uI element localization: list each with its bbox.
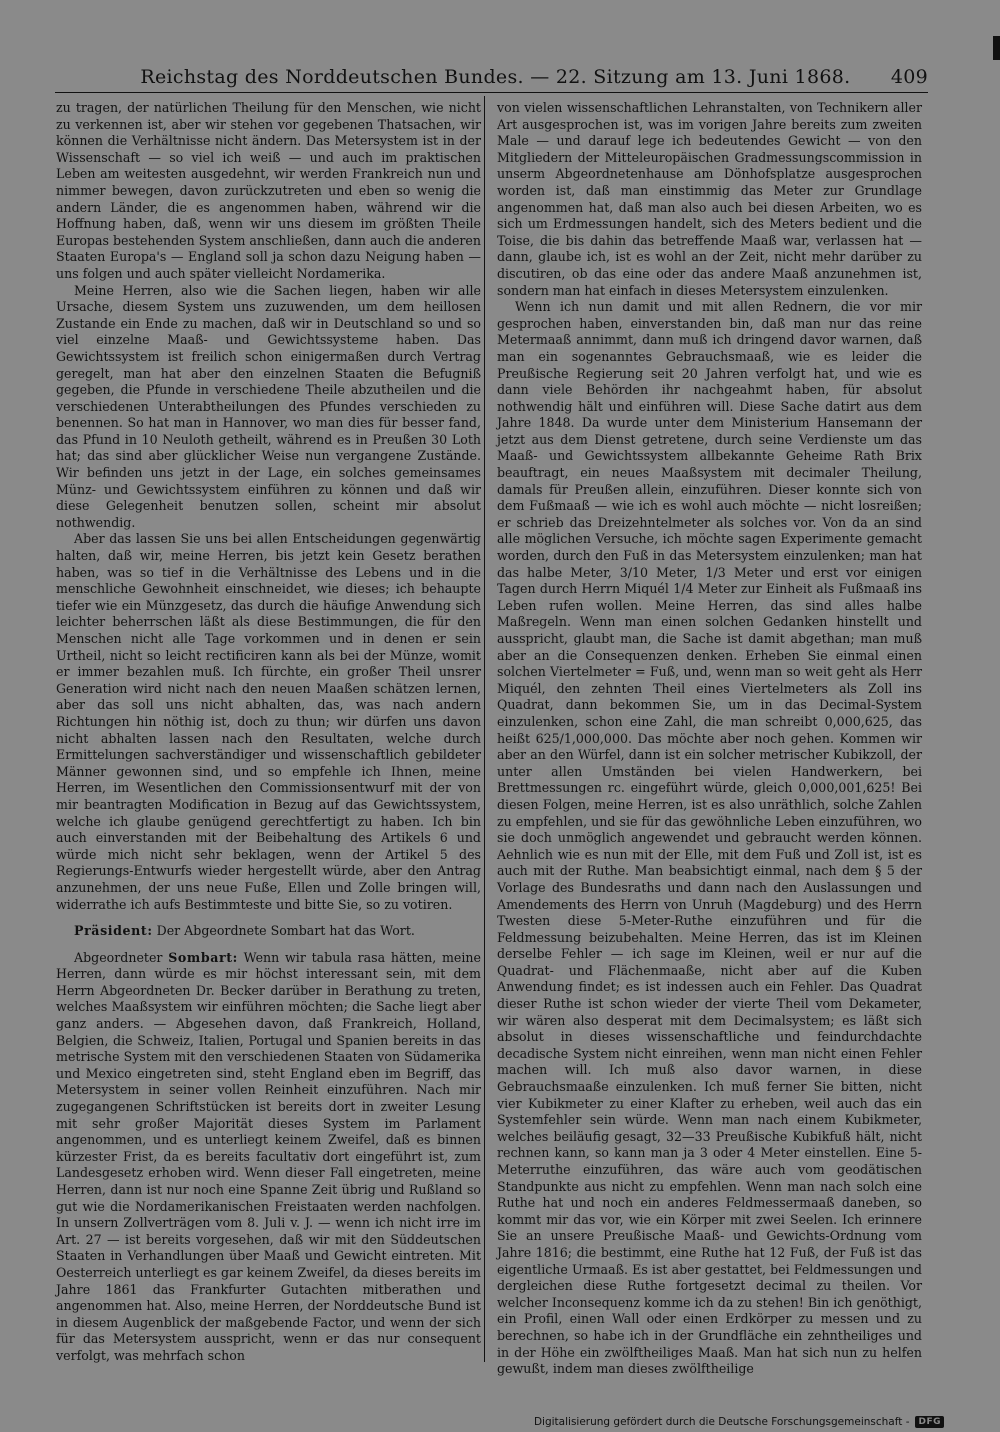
page-header [60,58,928,88]
running-title: Reichstag des Norddeutschen Bundes. — 22. Sitzung am 13. Juni 1868. [140,66,851,88]
speaker-paragraph [56,923,481,940]
speech-text: Wenn wir tabula rasa hätten, meine Herren, dann würde es mir höchst interessant sein, mit dem Herrn Abgeordneten Dr. Becker darüber in Berathung zu treten, welches Maaßsystem wir einführen möchten; die Sache liegt aber ganz anders. — Abgesehen davon, daß Frankreich, Holland, Belgien, die Schweiz, Italien, Portugal und Spanien bereits in das metrische System mit den verschiedenen Staaten von Südamerika und Mexico eingetreten sind, steht England eben im Begriff, das Metersystem in seiner vollen Reinheit einzuführen. Nach mir zugegangenen Schriftstücken ist bereits dort in zweiter Lesung mit sehr großer Majorität dieses System im Parlament angenommen, und es unterliegt keinem Zweifel, daß es binnen kürzester Frist, da es bereits facultativ dort eingeführt ist, zum Landesgesetz erhoben wird. Wenn dieser Fall eingetreten, meine Herren, dann ist nur noch eine Spanne Zeit übrig und Rußland so gut wie die Nordamerikanischen Freistaaten werden nachfolgen. In unsern Zollverträgen vom 8. Juli v. J. — wenn ich nicht irre im Art. 27 — ist bereits vorgesehen, daß wir mit den Süddeutschen Staaten in Verhandlungen über Maaß und Gewicht eintreten. Mit Oesterreich unterliegt es gar keinem Zweifel, da dieses bereits im Jahre 1861 das Frankfurter Gutachten mitberathen und angenommen hat. Also, meine Herren, der Norddeutsche Bund ist in diesem Augenblick der maßgebende Factor, und wenn der sich für das Metersystem ausspricht, wenn er das nur consequent verfolgt, was mehrfach schon [56,949,481,1363]
right-column [497,100,922,1377]
speaker-name: Präsident: [74,923,153,939]
paragraph: zu tragen, der natürlichen Theilung für den Menschen, wie nicht zu verkennen ist, aber wir stehen vor gegebenen Thatsachen, wir können die Verhältnisse nicht ändern. Das Metersystem ist in der Wissenschaft — so viel ich weiß — und auch im praktischen Leben am weitesten ausgedehnt, wir werden Frankreich nun und nimmer bewegen, davon zurückzutreten und eben so wenig die andern Länder, die es angenommen haben, während wir die Hoffnung haben, daß, wenn wir uns diesem im größten Theile Europas bestehenden System anschließen, dann auch die anderen Staaten Europa's — England soll ja schon dazu Neigung haben — uns folgen und auch später vielleicht Nordamerika. [56,100,481,281]
page-edge-mark [993,36,1000,60]
paragraph: Meine Herren, also wie die Sachen liegen, haben wir alle Ursache, diesem System uns zuzuwenden, um dem heillosen Zustande ein Ende zu machen, daß wir in Deutschland so und so viel einzelne Maaß- und Gewichtssysteme haben. Das Gewichtssystem ist freilich schon einigermaßen durch Vertrag geregelt, man hat aber den einzelnen Staaten die Befugniß gegeben, die Pfunde in verschiedene Theile abzutheilen und die verschiedenen Unterabtheilungen des Pfundes verschieden zu benennen. So hat man in Hannover, wo man dies für besser fand, das Pfund in 10 Neuloth getheilt, während es in Preußen 30 Loth hat; das sind aber glücklicher Weise nun vergangene Zustände. Wir befinden uns jetzt in der Lage, ein solches gemeinsames Münz- und Gewichtssystem einführen zu können und daß wir diese Gelegenheit benutzen sollen, scheint mir absolut nothwendig. [56,282,481,530]
paragraph: von vielen wissenschaftlichen Lehranstalten, von Technikern aller Art ausgesprochen ist, was im vorigen Jahre bereits zum zweiten Male — und darauf lege ich bedeutendes Gewicht — von den Mitgliedern der Mitteleuropäischen Gradmessungscommission in unserm Abgeordnetenhause am Dönhofsplatze ausgesprochen worden ist, daß man einstimmig das Meter zur Grundlage angenommen hat, daß man also auch bei diesen Arbeiten, wo es sich um Erdmessungen handelt, sich des Meters bedient und die Toise, die bis dahin das betreffende Maaß war, verlassen hat — dann, glaube ich, ist es wohl an der Zeit, nicht mehr darüber zu discutiren, ob das eine oder das andere Maaß anzunehmen ist, sondern man hat einfach in dieses Metersystem einzulenken. [497,100,922,298]
speaker-paragraph [56,950,481,1365]
page-footer [534,1414,944,1430]
speaker-name: Sombart: [168,949,238,965]
footer-credit: Digitalisierung gefördert durch die Deutsche Forschungsgemeinschaft - [533,1416,910,1428]
speech-text: Der Abgeordnete Sombart hat das Wort. [156,923,415,939]
column-divider [484,96,485,1362]
paragraph: Aber das lassen Sie uns bei allen Entscheidungen gegenwärtig halten, daß wir, meine Herren, bis jetzt kein Gesetz berathen haben, was so tief in die Verhältnisse des Lebens und in die menschliche Gewohnheit einschneidet, wie dieses; ich behaupte tiefer wie ein Münzgesetz, das durch die häufige Anwendung sich leichter beherrschen läßt als diese Bestimmungen, die für den Menschen nicht alle Tage vorkommen und in denen er sein Urtheil, nicht so leicht rectificiren kann als bei der Münze, womit er immer bezahlen muß. Ich fürchte, ein großer Theil unsrer Generation wird nicht nach den neuen Maaßen schätzen lernen, aber das soll uns nicht abhalten, das, was nach andern Richtungen hin nöthig ist, doch zu thun; wir dürfen uns davon nicht abhalten lassen nach den Resultaten, welche durch Ermittelungen sachverständiger und wissenschaftlich gebildeter Männer gewonnen sind, und so empfehle ich Ihnen, meine Herren, im Wesentlichen den Commissionsentwurf mit der von mir beantragten Modification in Bezug auf das Gewichtssystem, welche ich glaube genügend gerechtfertigt zu haben. Ich bin auch einverstanden mit der Beibehaltung des Artikels 6 und würde mich nicht sehr beklagen, wenn der Artikel 5 des Regierungs-Entwurfs wieder hergestellt würde, aber den Antrag anzunehmen, der uns neue Fuße, Ellen und Zolle bringen will, widerrathe ich aufs Bestimmteste und bitte Sie, so zu votiren. [56,531,481,912]
speaker-role: Abgeordneter [74,949,163,965]
header-rule [55,92,928,93]
paragraph: Wenn ich nun damit und mit allen Rednern, die vor mir gesprochen haben, einverstanden bin, daß man nur das reine Metermaaß annimmt, dann muß ich dringend davor warnen, daß man ein sogenanntes Gebrauchsmaaß, wie es leider die Preußische Regierung seit 20 Jahren verfolgt hat, und wie es dann viele Behörden ihr nachgeahmt haben, für absolut nothwendig hält und einführen will. Diese Sache datirt aus dem Jahre 1848. Da wurde unter dem Ministerium Hansemann der jetzt aus dem Dienst getretene, durch seine Verdienste um das Maaß- und Gewichtssystem allbekannte Geheime Rath Brix beauftragt, ein neues Maaßsystem mit decimaler Theilung, damals für Preußen allein, einzuführen. Dieser konnte sich von dem Fußmaaß — wie ich es wohl auch möchte — nicht losreißen; er schrieb das Dreizehntelmeter als solches vor. Von da an sind alle möglichen Versuche, ich möchte sagen Experimente gemacht worden, durch den Fuß in das Metersystem einzulenken; man hat das halbe Meter, 3/10 Meter, 1/3 Meter und erst vor einigen Tagen durch Herrn Miquél 1/4 Meter zur Einheit als Fußmaaß ins Leben rufen wollen. Meine Herren, das sind alles halbe Maßregeln. Wenn man einen solchen Gedanken hinstellt und ausspricht, glaubt man, die Sache ist damit abgethan; man muß aber an die Consequenzen denken. Erheben Sie einmal einen solchen Viertelmeter = Fuß, und, wenn man so weit geht als Herr Miquél, den zehnten Theil eines Viertelmeters als Zoll ins Quadrat, dann bekommen Sie, um in das Decimal-System einzulenken, schon eine Zahl, die man schreibt 0,000,625, das heißt 625/1,000,000. Das möchte aber noch gehen. Kommen wir aber an den Würfel, dann ist ein solcher metrischer Kubikzoll, der unter allen Umständen bei vielen Handwerkern, bei Brettmessungen rc. eingeführt würde, gleich 0,000,001,625! Bei diesen Folgen, meine Herren, ist es also unräthlich, solche Zahlen zu empfehlen, und sie für das gewöhnliche Leben einzuführen, wo sie doch unmöglich angewendet und gebraucht werden können. Aehnlich wie es nun mit der Elle, mit dem Fuß und Zoll ist, ist es auch mit der Ruthe. Man beabsichtigt einmal, nach dem § 5 der Vorlage des Bundesraths und dann nach den Auslassungen und Amendements des Herrn von Unruh (Magdeburg) und des Herrn Twesten diese 5-Meter-Ruthe einzuführen und für die Feldmessung beizubehalten. Meine Herren, das ist im Kleinen derselbe Fehler — ich sage im Kleinen, weil er nur auf die Quadrat- und Flächenmaaße, nicht aber auf die Kuben Anwendung findet; es ist indessen auch ein Fehler. Das Quadrat dieser Ruthe ist schon wieder der vierte Theil vom Dekameter, wir wären also desperat mit dem Decimalsystem; es läßt sich absolut in dieses wissenschaftliche und feindurchdachte decadische System nicht einreihen, wenn man nicht einen Fehler machen will. Ich muß also davor warnen, in diese Gebrauchsmaaße einzulenken. Ich muß ferner Sie bitten, nicht vier Kubikmeter zu einer Klafter zu erheben, weil auch das ein Systemfehler sein würde. Wenn man nach einem Kubikmeter, welches beiläufig gesagt, 32—33 Preußische Kubikfuß hält, nicht rechnen kann, so kann man ja 3 oder 4 Meter einstellen. Eine 5-Meterruthe einzuführen, das wäre auch vom geodätischen Standpunkte aus nicht zu empfehlen. Wenn man nach solch eine Ruthe hat und noch ein anderes Feldmessermaaß daneben, so kommt mir das vor, wie ein Körper mit zwei Seelen. Ich erinnere Sie an unsere Preußische Maaß- und Gewichts-Ordnung vom Jahre 1816; die bestimmt, eine Ruthe hat 12 Fuß, der Fuß ist das eigentliche Urmaaß. Es ist aber gestattet, bei Feldmessungen und dergleichen diese Ruthe fortgesetzt decimal zu theilen. Vor welcher Inconsequenz komme ich da zu stehen! Bin ich genöthigt, ein Profil, einen Wall oder einen Erdkörper zu messen und zu berechnen, so habe ich in der Grundfläche ein zehntheiliges und in der Höhe ein zwölftheiliges Maaß. Man hat sich nun zu helfen gewußt, indem man dieses zwölftheilige [497,299,922,1377]
dfg-logo: DFG [915,1416,944,1428]
left-column [56,100,481,1363]
page-number: 409 [890,66,928,88]
